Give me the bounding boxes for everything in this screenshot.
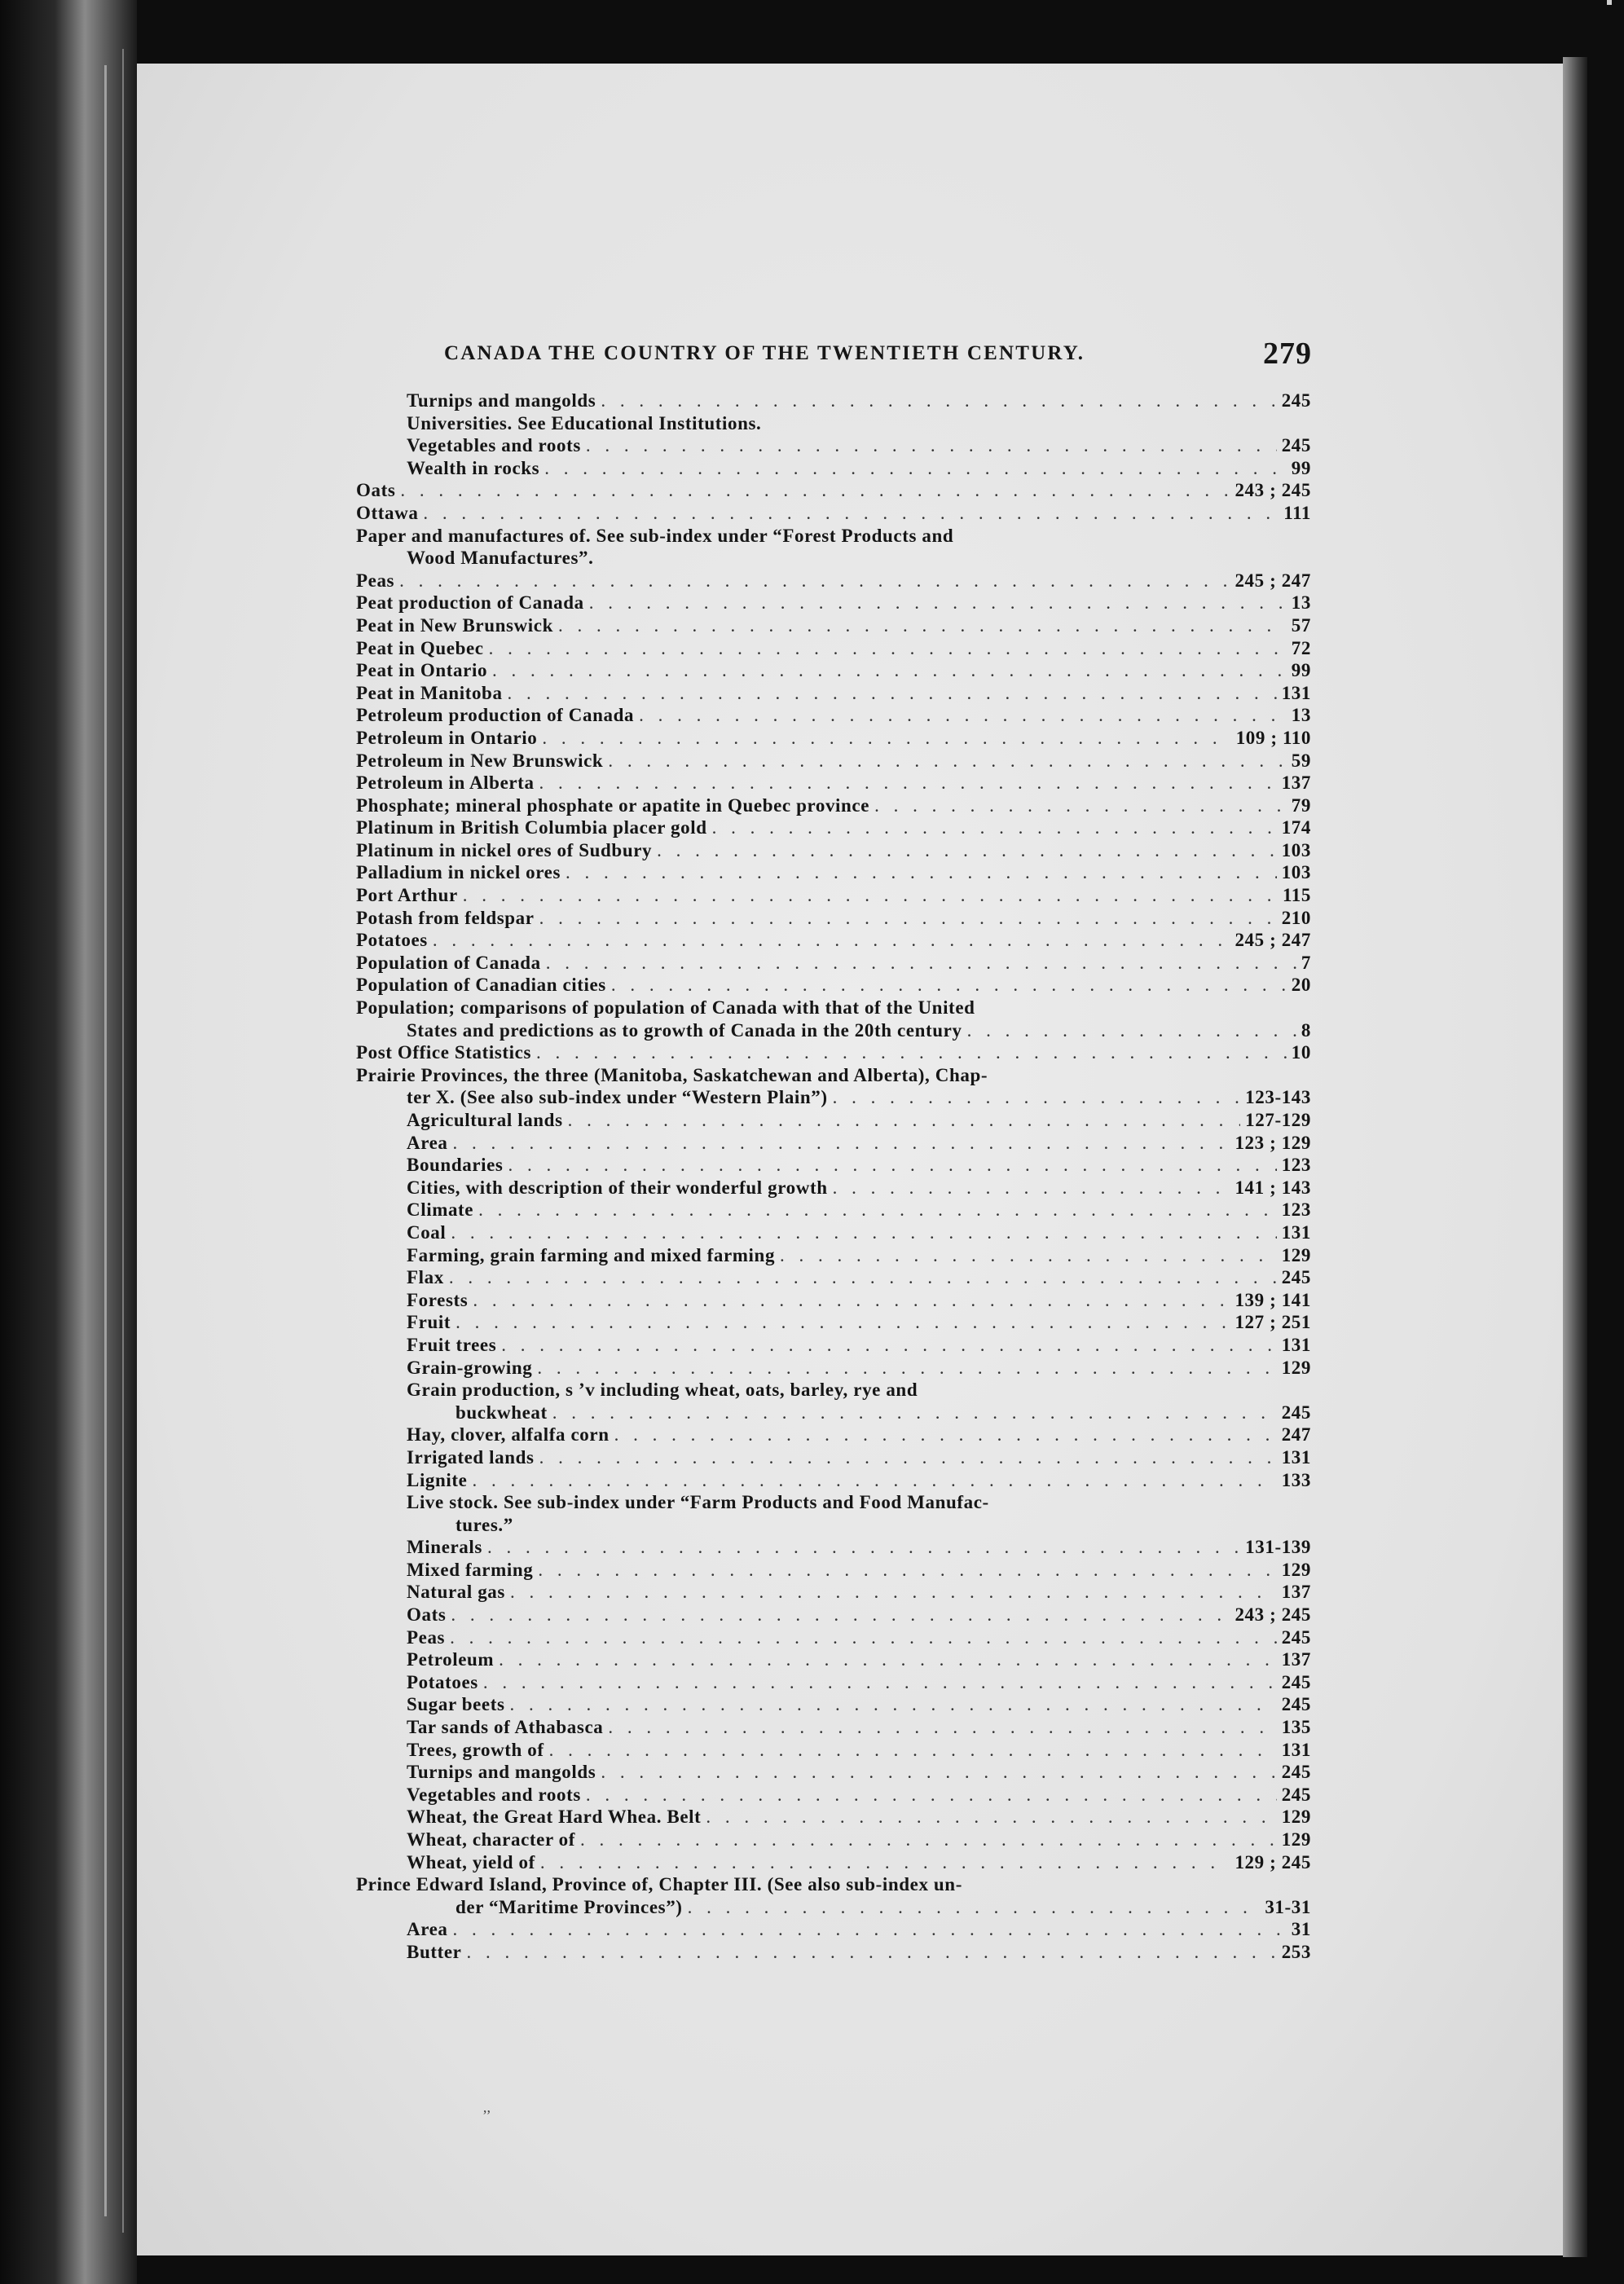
index-entry-page: 31 bbox=[1291, 1919, 1311, 1940]
index-entry-text: Petroleum in New Brunswick bbox=[356, 750, 604, 771]
index-entry-text: Universities. See Educational Institutions. bbox=[407, 412, 762, 433]
index-entry bbox=[356, 1514, 1311, 1537]
dot-leader bbox=[456, 1311, 1230, 1334]
index-entry-text: Oats bbox=[407, 1604, 447, 1626]
index-entry-page: 247 bbox=[1281, 1424, 1311, 1446]
index-entry bbox=[356, 1581, 1311, 1604]
index-entry bbox=[356, 457, 1311, 480]
index-entry bbox=[356, 1244, 1311, 1267]
index-entry-text: Irrigated lands bbox=[407, 1446, 535, 1468]
index-entry bbox=[356, 637, 1311, 660]
index-entry bbox=[356, 682, 1311, 705]
binding-edge-line bbox=[104, 65, 107, 2216]
dot-leader bbox=[472, 1469, 1276, 1492]
dot-leader bbox=[608, 1716, 1276, 1739]
index-entry bbox=[356, 1266, 1311, 1289]
dot-leader bbox=[601, 1761, 1276, 1784]
index-entry bbox=[356, 592, 1311, 614]
dot-leader bbox=[540, 1851, 1230, 1874]
index-entry bbox=[356, 1221, 1311, 1244]
index-entry-page: 135 bbox=[1281, 1717, 1311, 1738]
index-entry-page: 123 bbox=[1281, 1155, 1311, 1176]
index-entry bbox=[356, 1671, 1311, 1694]
index-entry-page: 123 bbox=[1281, 1199, 1311, 1221]
index-entry-text: Wheat, yield of bbox=[407, 1851, 535, 1873]
page-number: 279 bbox=[1263, 337, 1312, 371]
index-entry bbox=[356, 974, 1311, 997]
index-entry bbox=[356, 952, 1311, 975]
index-entry-text: Wealth in rocks bbox=[407, 457, 540, 478]
index-entry-page: 103 bbox=[1281, 862, 1311, 883]
dot-leader bbox=[483, 1671, 1277, 1694]
index-entry-text: Peat in Ontario bbox=[356, 660, 488, 681]
dot-leader bbox=[539, 907, 1277, 930]
dot-leader bbox=[688, 1896, 1261, 1919]
index-entry bbox=[356, 502, 1311, 525]
dot-leader bbox=[833, 1177, 1230, 1199]
index-entry bbox=[356, 1086, 1311, 1109]
index-entry-text: Minerals bbox=[407, 1537, 482, 1558]
index-entry-page: 245 bbox=[1281, 1671, 1311, 1692]
dot-leader bbox=[449, 1266, 1277, 1289]
index-entry bbox=[356, 794, 1311, 817]
dot-leader bbox=[544, 457, 1287, 480]
index-entry-page: 99 bbox=[1291, 660, 1311, 681]
index-entry-text: Population of Canada bbox=[356, 952, 541, 973]
dot-leader bbox=[614, 1424, 1277, 1446]
index-entry-page: 137 bbox=[1281, 1649, 1311, 1670]
book-binding bbox=[0, 0, 137, 2284]
dot-leader bbox=[639, 704, 1287, 727]
index-entry bbox=[356, 997, 1311, 1019]
index-entry-page: 127 ; 251 bbox=[1235, 1312, 1311, 1333]
index-entry bbox=[356, 1896, 1311, 1919]
dot-leader bbox=[510, 1581, 1277, 1604]
index-entry bbox=[356, 1334, 1311, 1357]
index-entry bbox=[356, 1806, 1311, 1829]
index-entry-text: Trees, growth of bbox=[407, 1739, 544, 1760]
index-entry-text: Wheat, character of bbox=[407, 1829, 576, 1850]
index-entry-text: Peas bbox=[356, 570, 395, 591]
dot-leader bbox=[538, 1559, 1276, 1582]
index-entry bbox=[356, 1873, 1311, 1896]
index-entry-text: Platinum in British Columbia placer gold bbox=[356, 817, 707, 838]
index-entry bbox=[356, 1626, 1311, 1649]
dot-leader bbox=[537, 1357, 1276, 1380]
dot-leader bbox=[400, 479, 1230, 502]
index-entry bbox=[356, 1784, 1311, 1807]
dot-leader bbox=[589, 592, 1287, 614]
index-entry-page: 129 bbox=[1281, 1357, 1311, 1378]
index-entry-text: Agricultural lands bbox=[407, 1110, 563, 1130]
index-entry-text: Vegetables and roots bbox=[407, 435, 581, 456]
index-entry-text: Petroleum production of Canada bbox=[356, 705, 635, 726]
index-entry-text: Mixed farming bbox=[407, 1559, 534, 1580]
index-entry-page: 137 bbox=[1281, 1582, 1311, 1603]
index-entry bbox=[356, 884, 1311, 907]
index-entry bbox=[356, 1918, 1311, 1941]
index-entry-text: Palladium in nickel ores bbox=[356, 862, 561, 883]
index-entry bbox=[356, 479, 1311, 502]
index-entry bbox=[356, 1851, 1311, 1874]
dot-leader bbox=[586, 1784, 1277, 1807]
dot-leader bbox=[558, 614, 1287, 637]
dot-leader bbox=[539, 1446, 1277, 1469]
dot-leader bbox=[712, 816, 1277, 839]
index-entry-page: 129 bbox=[1281, 1829, 1311, 1850]
index-entry-text: Forests bbox=[407, 1289, 469, 1310]
dot-leader bbox=[399, 570, 1230, 592]
index-entry bbox=[356, 614, 1311, 637]
index-entry bbox=[356, 1019, 1311, 1042]
index-entry bbox=[356, 772, 1311, 794]
index-entry-page: 7 bbox=[1301, 952, 1311, 973]
dot-leader bbox=[501, 1334, 1276, 1357]
dot-leader bbox=[967, 1019, 1296, 1042]
index-entry bbox=[356, 1559, 1311, 1582]
index-entry-text: Petroleum bbox=[407, 1649, 495, 1670]
index-entry-page: 115 bbox=[1282, 885, 1311, 906]
index-entry-page: 123 ; 129 bbox=[1235, 1132, 1311, 1153]
index-entry-page: 13 bbox=[1291, 705, 1311, 726]
index-entry-page: 129 bbox=[1281, 1807, 1311, 1828]
index-entry-text: Cities, with description of their wonderful growth bbox=[407, 1177, 828, 1198]
index-entry-page: 131 bbox=[1281, 1334, 1311, 1355]
index-entry bbox=[356, 389, 1311, 412]
index-entry bbox=[356, 1379, 1311, 1402]
index-entry bbox=[356, 727, 1311, 750]
dot-leader bbox=[487, 1536, 1240, 1559]
dot-leader bbox=[499, 1648, 1277, 1671]
page-right-edge bbox=[1563, 57, 1587, 2257]
dot-leader bbox=[536, 1041, 1287, 1064]
index-entry-page: 245 bbox=[1281, 390, 1311, 411]
index-entry-page: 127-129 bbox=[1245, 1110, 1311, 1130]
index-entry-text: Phosphate; mineral phosphate or apatite in Quebec province bbox=[356, 794, 870, 816]
index-entry-text: Potatoes bbox=[356, 930, 428, 951]
index-entry bbox=[356, 704, 1311, 727]
index-entry-text: Population; comparisons of population of Canada with that of the United bbox=[356, 997, 975, 1019]
index-entry bbox=[356, 1829, 1311, 1851]
dot-leader bbox=[566, 861, 1277, 884]
index-entry-text: Turnips and mangolds bbox=[407, 1762, 596, 1783]
dot-leader bbox=[874, 794, 1287, 817]
index-entry-page: 99 bbox=[1291, 457, 1311, 478]
index-entry-page: 129 bbox=[1281, 1244, 1311, 1265]
index-entry-page: 72 bbox=[1291, 637, 1311, 658]
index-entry-page: 31-31 bbox=[1265, 1896, 1311, 1917]
index-entry bbox=[356, 1064, 1311, 1087]
index-entry-page: 79 bbox=[1291, 794, 1311, 816]
index-entry-page: 57 bbox=[1291, 614, 1311, 636]
dot-leader bbox=[450, 1626, 1277, 1649]
dot-leader bbox=[608, 750, 1286, 772]
index-entry-page: 131 bbox=[1281, 1446, 1311, 1468]
running-header bbox=[444, 336, 1312, 376]
index-entry bbox=[356, 1109, 1311, 1132]
index-entry-text: Natural gas bbox=[407, 1582, 505, 1603]
index-entry bbox=[356, 1154, 1311, 1177]
index-entry-text: Grain-growing bbox=[407, 1357, 533, 1378]
index-entry-page: 131-139 bbox=[1245, 1537, 1311, 1558]
index-entry-text: Area bbox=[407, 1919, 448, 1940]
index-entry-text: Peas bbox=[407, 1626, 446, 1648]
index-entry-page: 139 ; 141 bbox=[1235, 1289, 1311, 1310]
index-entry-text: Fruit bbox=[407, 1312, 451, 1333]
index-entry-text: Peat in New Brunswick bbox=[356, 614, 553, 636]
dot-leader bbox=[423, 502, 1279, 525]
dot-leader bbox=[478, 1199, 1277, 1221]
dot-leader bbox=[601, 389, 1276, 412]
index-entry-text: Boundaries bbox=[407, 1155, 504, 1176]
index-entry bbox=[356, 1289, 1311, 1312]
index-entry bbox=[356, 1648, 1311, 1671]
index-entry-page: 131 bbox=[1281, 1221, 1311, 1243]
index-entry-page: 10 bbox=[1291, 1042, 1311, 1063]
dot-leader bbox=[466, 1941, 1276, 1964]
index-entry bbox=[356, 1357, 1311, 1380]
index-entry bbox=[356, 1761, 1311, 1784]
dot-leader bbox=[568, 1109, 1241, 1132]
dot-leader bbox=[510, 1693, 1277, 1716]
dot-leader bbox=[453, 1918, 1287, 1941]
index-entry-page: 13 bbox=[1291, 592, 1311, 614]
dot-leader bbox=[657, 839, 1277, 862]
index-entry-text: Peat in Manitoba bbox=[356, 682, 503, 703]
dot-leader bbox=[473, 1289, 1230, 1312]
index-entry bbox=[356, 1402, 1311, 1424]
dot-leader bbox=[542, 727, 1230, 750]
dot-leader bbox=[433, 929, 1230, 952]
dot-leader bbox=[833, 1086, 1240, 1109]
index-entry-text: tures.” bbox=[456, 1514, 513, 1535]
index-entry bbox=[356, 434, 1311, 457]
index-entry-page: 133 bbox=[1281, 1469, 1311, 1490]
index-entry bbox=[356, 907, 1311, 930]
index-entry-page: 253 bbox=[1281, 1941, 1311, 1962]
index-entry bbox=[356, 1199, 1311, 1221]
index-entry-text: Wood Manufactures”. bbox=[407, 548, 594, 569]
dot-leader bbox=[706, 1806, 1276, 1829]
index-entry bbox=[356, 547, 1311, 570]
index-entry-page: 20 bbox=[1291, 975, 1311, 996]
dot-leader bbox=[539, 772, 1277, 794]
dot-leader bbox=[508, 682, 1277, 705]
index-entry-text: Turnips and mangolds bbox=[407, 390, 596, 411]
dot-leader bbox=[546, 952, 1296, 975]
index-entry-text: Post Office Statistics bbox=[356, 1042, 532, 1063]
index-entry bbox=[356, 570, 1311, 592]
index-entry bbox=[356, 750, 1311, 772]
index-entry-page: 210 bbox=[1281, 907, 1311, 928]
dot-leader bbox=[780, 1244, 1277, 1267]
index-entry-page: 131 bbox=[1281, 1739, 1311, 1760]
index-entry-text: Hay, clover, alfalfa corn bbox=[407, 1424, 610, 1446]
index-entry bbox=[356, 1604, 1311, 1626]
index-entry-text: Petroleum in Ontario bbox=[356, 727, 538, 748]
index-entry-text: Coal bbox=[407, 1221, 447, 1243]
index-entry-page: 245 bbox=[1281, 1402, 1311, 1423]
index-entry-text: Sugar beets bbox=[407, 1694, 505, 1715]
index-entry-page: 109 ; 110 bbox=[1235, 727, 1311, 748]
dot-leader bbox=[552, 1402, 1277, 1424]
index-entry-text: Paper and manufactures of. See sub-index under “Forest Products and bbox=[356, 525, 954, 546]
index-entry bbox=[356, 659, 1311, 682]
dot-leader bbox=[489, 637, 1287, 660]
index-entry-text: Peat production of Canada bbox=[356, 592, 584, 614]
index-entry-page: 8 bbox=[1301, 1019, 1311, 1041]
index-list bbox=[356, 389, 1311, 1964]
index-entry bbox=[356, 1693, 1311, 1716]
index-entry bbox=[356, 1446, 1311, 1469]
index-entry bbox=[356, 1739, 1311, 1762]
index-entry-page: 131 bbox=[1281, 682, 1311, 703]
index-entry-text: Petroleum in Alberta bbox=[356, 772, 535, 794]
index-entry-page: 111 bbox=[1283, 502, 1311, 523]
index-entry bbox=[356, 1424, 1311, 1446]
index-entry bbox=[356, 1041, 1311, 1064]
index-entry-text: Platinum in nickel ores of Sudbury bbox=[356, 839, 653, 860]
index-entry-text: Wheat, the Great Hard Whea. Belt bbox=[407, 1807, 702, 1828]
index-entry-text: Climate bbox=[407, 1199, 474, 1221]
running-title: CANADA THE COUNTRY OF THE TWENTIETH CENTURY. bbox=[444, 342, 1085, 364]
index-entry bbox=[356, 1469, 1311, 1492]
index-entry bbox=[356, 1177, 1311, 1199]
index-entry bbox=[356, 929, 1311, 952]
index-entry-text: Farming, grain farming and mixed farming bbox=[407, 1244, 776, 1265]
index-entry-page: 245 ; 247 bbox=[1235, 570, 1311, 591]
dot-leader bbox=[549, 1739, 1277, 1762]
index-entry-page: 245 bbox=[1281, 1694, 1311, 1715]
index-entry-text: buckwheat bbox=[456, 1402, 548, 1423]
index-entry-page: 245 ; 247 bbox=[1235, 930, 1311, 951]
index-entry-page: 245 bbox=[1281, 1626, 1311, 1648]
index-entry-text: Population of Canadian cities bbox=[356, 975, 606, 996]
index-entry-text: Live stock. See sub-index under “Farm Products and Food Manufac- bbox=[407, 1492, 989, 1513]
index-entry bbox=[356, 1941, 1311, 1964]
index-entry-text: Tar sands of Athabasca bbox=[407, 1717, 604, 1738]
index-entry-text: der “Maritime Provinces”) bbox=[456, 1896, 683, 1917]
index-entry-text: Area bbox=[407, 1132, 448, 1153]
index-entry-page: 141 ; 143 bbox=[1235, 1177, 1311, 1198]
index-entry-text: Flax bbox=[407, 1267, 444, 1288]
index-entry bbox=[356, 1132, 1311, 1155]
index-entry-text: Butter bbox=[407, 1941, 462, 1962]
index-entry-page: 245 bbox=[1281, 1784, 1311, 1805]
index-entry-text: Grain production, s ’v including wheat, oats, barley, rye and bbox=[407, 1380, 918, 1401]
index-entry bbox=[356, 1311, 1311, 1334]
dot-leader bbox=[451, 1604, 1230, 1626]
index-entry-page: 243 ; 245 bbox=[1235, 1604, 1311, 1626]
index-entry-page: 245 bbox=[1281, 1267, 1311, 1288]
dot-leader bbox=[580, 1829, 1277, 1851]
index-entry-text: Vegetables and roots bbox=[407, 1784, 581, 1805]
index-entry bbox=[356, 412, 1311, 435]
index-entry-text: Peat in Quebec bbox=[356, 637, 484, 658]
index-entry-page: 59 bbox=[1291, 750, 1311, 771]
index-entry-text: Potatoes bbox=[407, 1671, 478, 1692]
index-entry-page: 243 ; 245 bbox=[1235, 480, 1311, 501]
dot-leader bbox=[611, 974, 1287, 997]
index-entry-page: 123-143 bbox=[1245, 1087, 1311, 1108]
dot-leader bbox=[463, 884, 1278, 907]
index-entry bbox=[356, 1491, 1311, 1514]
index-entry-text: Potash from feldspar bbox=[356, 907, 535, 928]
binding-edge-line bbox=[122, 49, 124, 2233]
index-entry-text: Prairie Provinces, the three (Manitoba, Saskatchewan and Alberta), Chap- bbox=[356, 1064, 988, 1085]
index-entry-text: Lignite bbox=[407, 1469, 468, 1490]
index-entry-page: 174 bbox=[1281, 817, 1311, 838]
index-entry-page: 103 bbox=[1281, 839, 1311, 860]
dot-leader bbox=[451, 1221, 1276, 1244]
index-entry bbox=[356, 816, 1311, 839]
index-entry-text: Port Arthur bbox=[356, 885, 458, 906]
footer-mark: ’’ bbox=[482, 2107, 491, 2123]
dot-leader bbox=[508, 1154, 1276, 1177]
index-entry-text: Oats bbox=[356, 480, 396, 501]
scan-corner-mark bbox=[1607, 0, 1612, 5]
index-entry-page: 129 bbox=[1281, 1559, 1311, 1580]
dot-leader bbox=[453, 1132, 1230, 1155]
index-entry-page: 245 bbox=[1281, 435, 1311, 456]
index-entry bbox=[356, 1536, 1311, 1559]
index-entry-page: 137 bbox=[1281, 772, 1311, 794]
index-entry bbox=[356, 1716, 1311, 1739]
index-entry bbox=[356, 839, 1311, 862]
index-entry-text: Prince Edward Island, Province of, Chapter III. (See also sub-index un- bbox=[356, 1874, 962, 1895]
dot-leader bbox=[586, 434, 1277, 457]
index-entry bbox=[356, 525, 1311, 548]
index-entry-page: 245 bbox=[1281, 1762, 1311, 1783]
index-entry-text: Ottawa bbox=[356, 502, 419, 523]
index-entry-text: Fruit trees bbox=[407, 1334, 497, 1355]
index-entry bbox=[356, 861, 1311, 884]
index-entry-text: States and predictions as to growth of Canada in the 20th century bbox=[407, 1019, 962, 1041]
dot-leader bbox=[492, 659, 1287, 682]
index-entry-page: 129 ; 245 bbox=[1235, 1851, 1311, 1873]
index-entry-text: ter X. (See also sub-index under “Western Plain”) bbox=[407, 1087, 828, 1108]
